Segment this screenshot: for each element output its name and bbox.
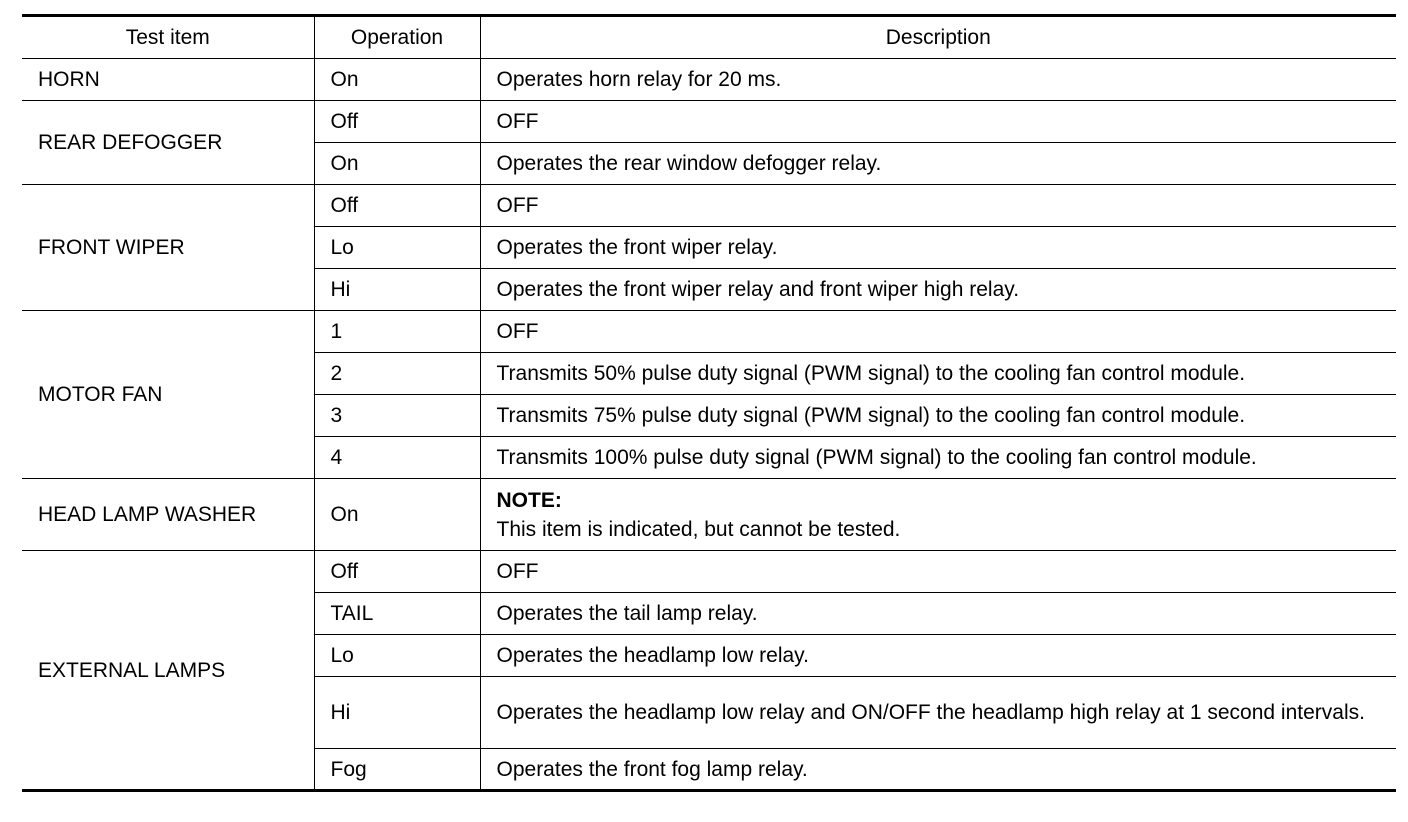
operation-cell: Off	[314, 101, 480, 143]
test-item-cell: HEAD LAMP WASHER	[22, 479, 314, 551]
note-text: This item is indicated, but cannot be tested.	[496, 517, 901, 541]
operation-cell: 1	[314, 311, 480, 353]
description-cell: Operates the front wiper relay.	[480, 227, 1396, 269]
table-row	[22, 551, 1396, 593]
description-cell: Operates the tail lamp relay.	[480, 593, 1396, 635]
test-item-cell: FRONT WIPER	[22, 185, 314, 311]
description-cell: Operates the front fog lamp relay.	[480, 749, 1396, 791]
operation-cell: Lo	[314, 635, 480, 677]
table-row	[22, 185, 1396, 227]
operation-cell: Off	[314, 185, 480, 227]
test-item-cell: EXTERNAL LAMPS	[22, 551, 314, 791]
header-operation: Operation	[314, 16, 480, 59]
header-test-item: Test item	[22, 16, 314, 59]
header-description: Description	[480, 16, 1396, 59]
description-cell: Operates the headlamp low relay.	[480, 635, 1396, 677]
operation-cell: Hi	[314, 269, 480, 311]
description-cell: Transmits 75% pulse duty signal (PWM signal) to the cooling fan control module.	[480, 395, 1396, 437]
operation-cell: TAIL	[314, 593, 480, 635]
description-cell: OFF	[480, 185, 1396, 227]
operation-cell: On	[314, 479, 480, 551]
operation-cell: On	[314, 143, 480, 185]
description-cell: OFF	[480, 101, 1396, 143]
description-cell: OFF	[480, 311, 1396, 353]
test-item-cell: REAR DEFOGGER	[22, 101, 314, 185]
description-cell: Operates the rear window defogger relay.	[480, 143, 1396, 185]
test-item-cell: MOTOR FAN	[22, 311, 314, 479]
operation-cell: 2	[314, 353, 480, 395]
table-row	[22, 311, 1396, 353]
description-cell: OFF	[480, 551, 1396, 593]
test-item-table	[22, 14, 1396, 792]
operation-cell: Lo	[314, 227, 480, 269]
table-row	[22, 59, 1396, 101]
header-row	[22, 16, 1396, 59]
description-cell: Operates the headlamp low relay and ON/OFF the headlamp high relay at 1 second intervals.	[480, 677, 1396, 749]
description-cell	[480, 479, 1396, 551]
operation-cell: 4	[314, 437, 480, 479]
operation-cell: 3	[314, 395, 480, 437]
note-label: NOTE:	[496, 488, 562, 512]
description-cell: Operates horn relay for 20 ms.	[480, 59, 1396, 101]
operation-cell: Fog	[314, 749, 480, 791]
table-row	[22, 479, 1396, 551]
description-cell: Transmits 50% pulse duty signal (PWM signal) to the cooling fan control module.	[480, 353, 1396, 395]
operation-cell: Hi	[314, 677, 480, 749]
operation-cell: Off	[314, 551, 480, 593]
table-row	[22, 101, 1396, 143]
operation-cell: On	[314, 59, 480, 101]
description-cell: Transmits 100% pulse duty signal (PWM signal) to the cooling fan control module.	[480, 437, 1396, 479]
test-item-cell: HORN	[22, 59, 314, 101]
description-cell: Operates the front wiper relay and front wiper high relay.	[480, 269, 1396, 311]
